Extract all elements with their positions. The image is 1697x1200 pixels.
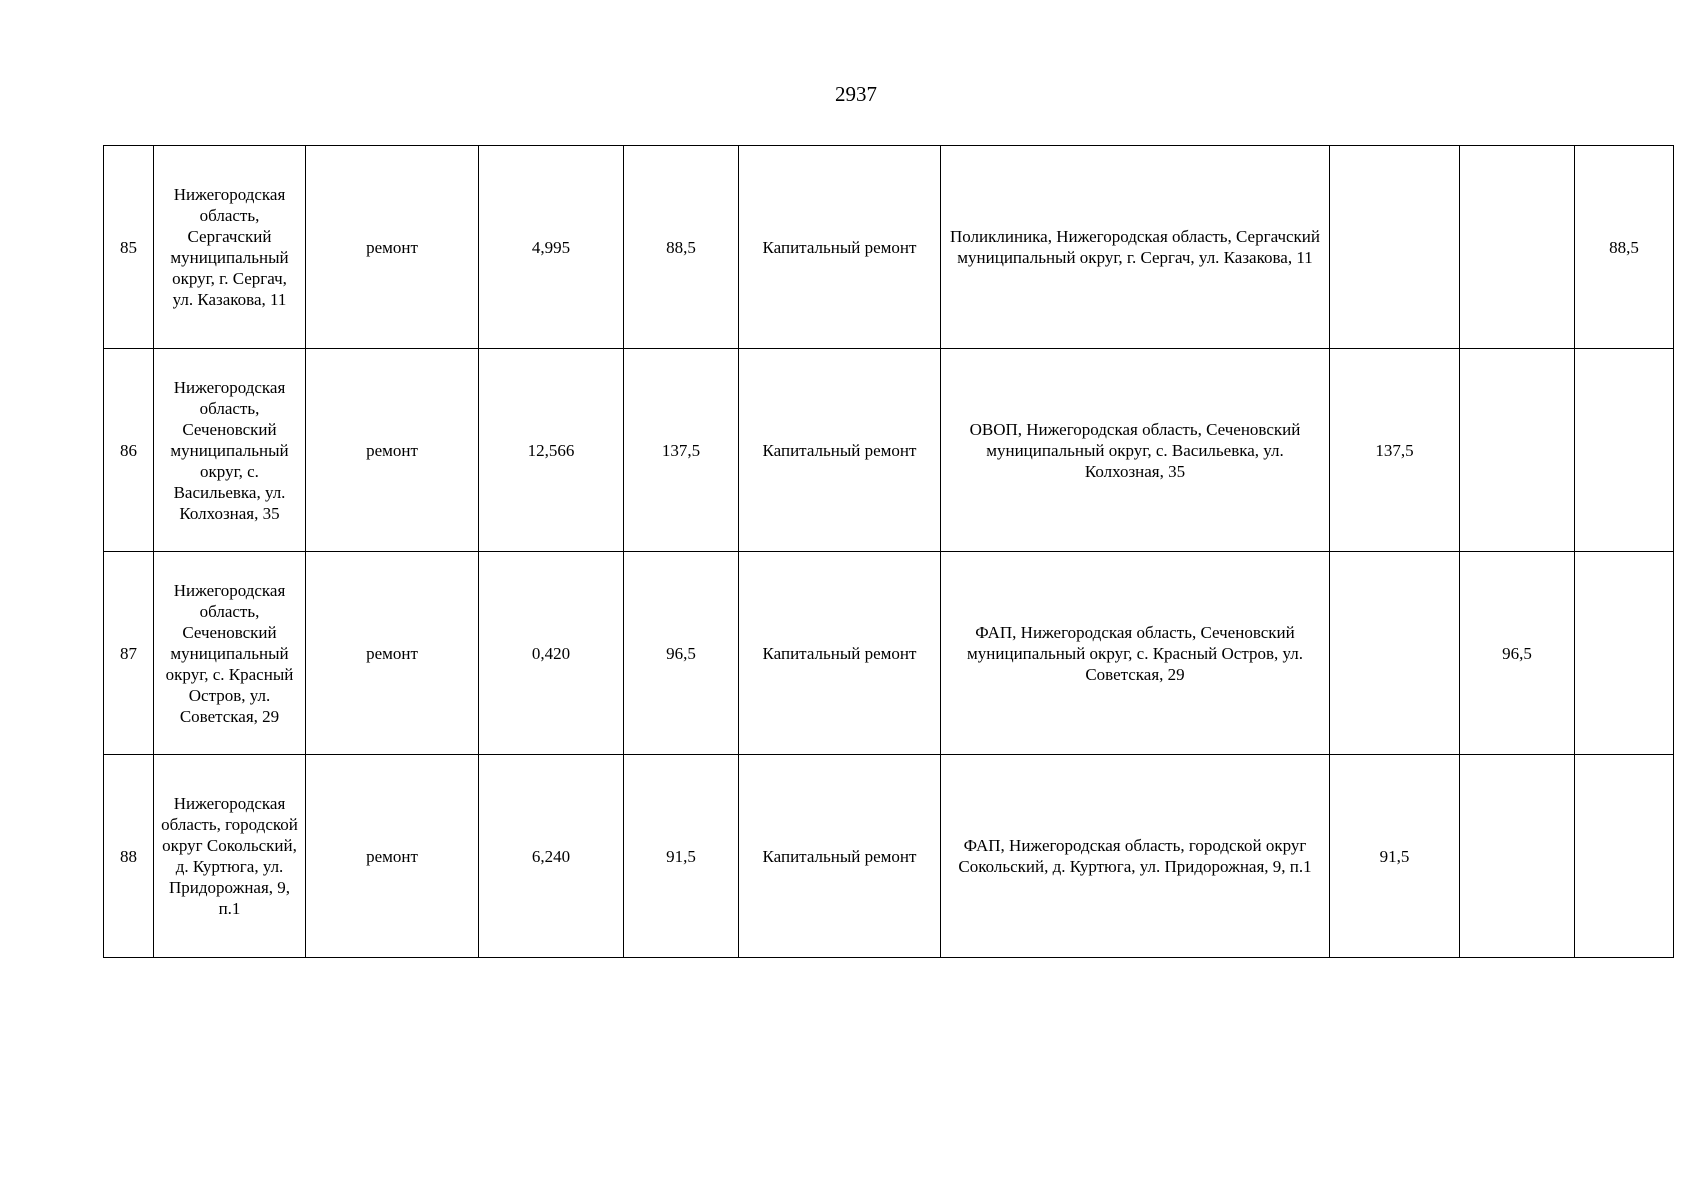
row-number-cell: 85 (104, 146, 154, 349)
table-row (104, 552, 1674, 755)
cost-cell: 4,995 (479, 146, 624, 349)
cost-cell: 0,420 (479, 552, 624, 755)
work-type-cell: Капитальный ремонт (739, 146, 941, 349)
row-number-cell: 87 (104, 552, 154, 755)
work-type-cell: Капитальный ремонт (739, 552, 941, 755)
work-cell: ремонт (306, 349, 479, 552)
page-number: 2937 (835, 82, 877, 106)
area-cell: 88,5 (624, 146, 739, 349)
value-cell-9 (1460, 755, 1575, 958)
work-cell: ремонт (306, 146, 479, 349)
row-number-cell: 86 (104, 349, 154, 552)
object-cell: ФАП, Нижегородская область, городской округ Сокольский, д. Куртюга, ул. Придорожная, 9, п.1 (941, 755, 1330, 958)
address-cell: Нижегородская область, Сеченовский муниципальный округ, с. Васильевка, ул. Колхозная, 35 (154, 349, 306, 552)
row-number-cell: 88 (104, 755, 154, 958)
address-cell: Нижегородская область, Сеченовский муниципальный округ, с. Красный Остров, ул. Советская, 29 (154, 552, 306, 755)
object-cell: ФАП, Нижегородская область, Сеченовский муниципальный округ, с. Красный Остров, ул. Советская, 29 (941, 552, 1330, 755)
table-row (104, 349, 1674, 552)
address-cell: Нижегородская область, городской округ Сокольский, д. Куртюга, ул. Придорожная, 9, п.1 (154, 755, 306, 958)
value-cell-8: 137,5 (1330, 349, 1460, 552)
work-cell: ремонт (306, 552, 479, 755)
cost-cell: 12,566 (479, 349, 624, 552)
value-cell-9 (1460, 349, 1575, 552)
area-cell: 96,5 (624, 552, 739, 755)
facilities-table (103, 145, 1674, 958)
value-cell-10: 88,5 (1575, 146, 1674, 349)
work-cell: ремонт (306, 755, 479, 958)
address-cell: Нижегородская область, Сергачский муниципальный округ, г. Сергач, ул. Казакова, 11 (154, 146, 306, 349)
value-cell-8: 91,5 (1330, 755, 1460, 958)
area-cell: 91,5 (624, 755, 739, 958)
object-cell: Поликлиника, Нижегородская область, Сергачский муниципальный округ, г. Сергач, ул. Казакова, 11 (941, 146, 1330, 349)
area-cell: 137,5 (624, 349, 739, 552)
table-row (104, 146, 1674, 349)
cost-cell: 6,240 (479, 755, 624, 958)
object-cell: ОВОП, Нижегородская область, Сеченовский муниципальный округ, с. Васильевка, ул. Колхозная, 35 (941, 349, 1330, 552)
value-cell-9: 96,5 (1460, 552, 1575, 755)
value-cell-10 (1575, 552, 1674, 755)
value-cell-10 (1575, 755, 1674, 958)
value-cell-8 (1330, 146, 1460, 349)
work-type-cell: Капитальный ремонт (739, 349, 941, 552)
value-cell-8 (1330, 552, 1460, 755)
value-cell-10 (1575, 349, 1674, 552)
work-type-cell: Капитальный ремонт (739, 755, 941, 958)
value-cell-9 (1460, 146, 1575, 349)
table-row (104, 755, 1674, 958)
